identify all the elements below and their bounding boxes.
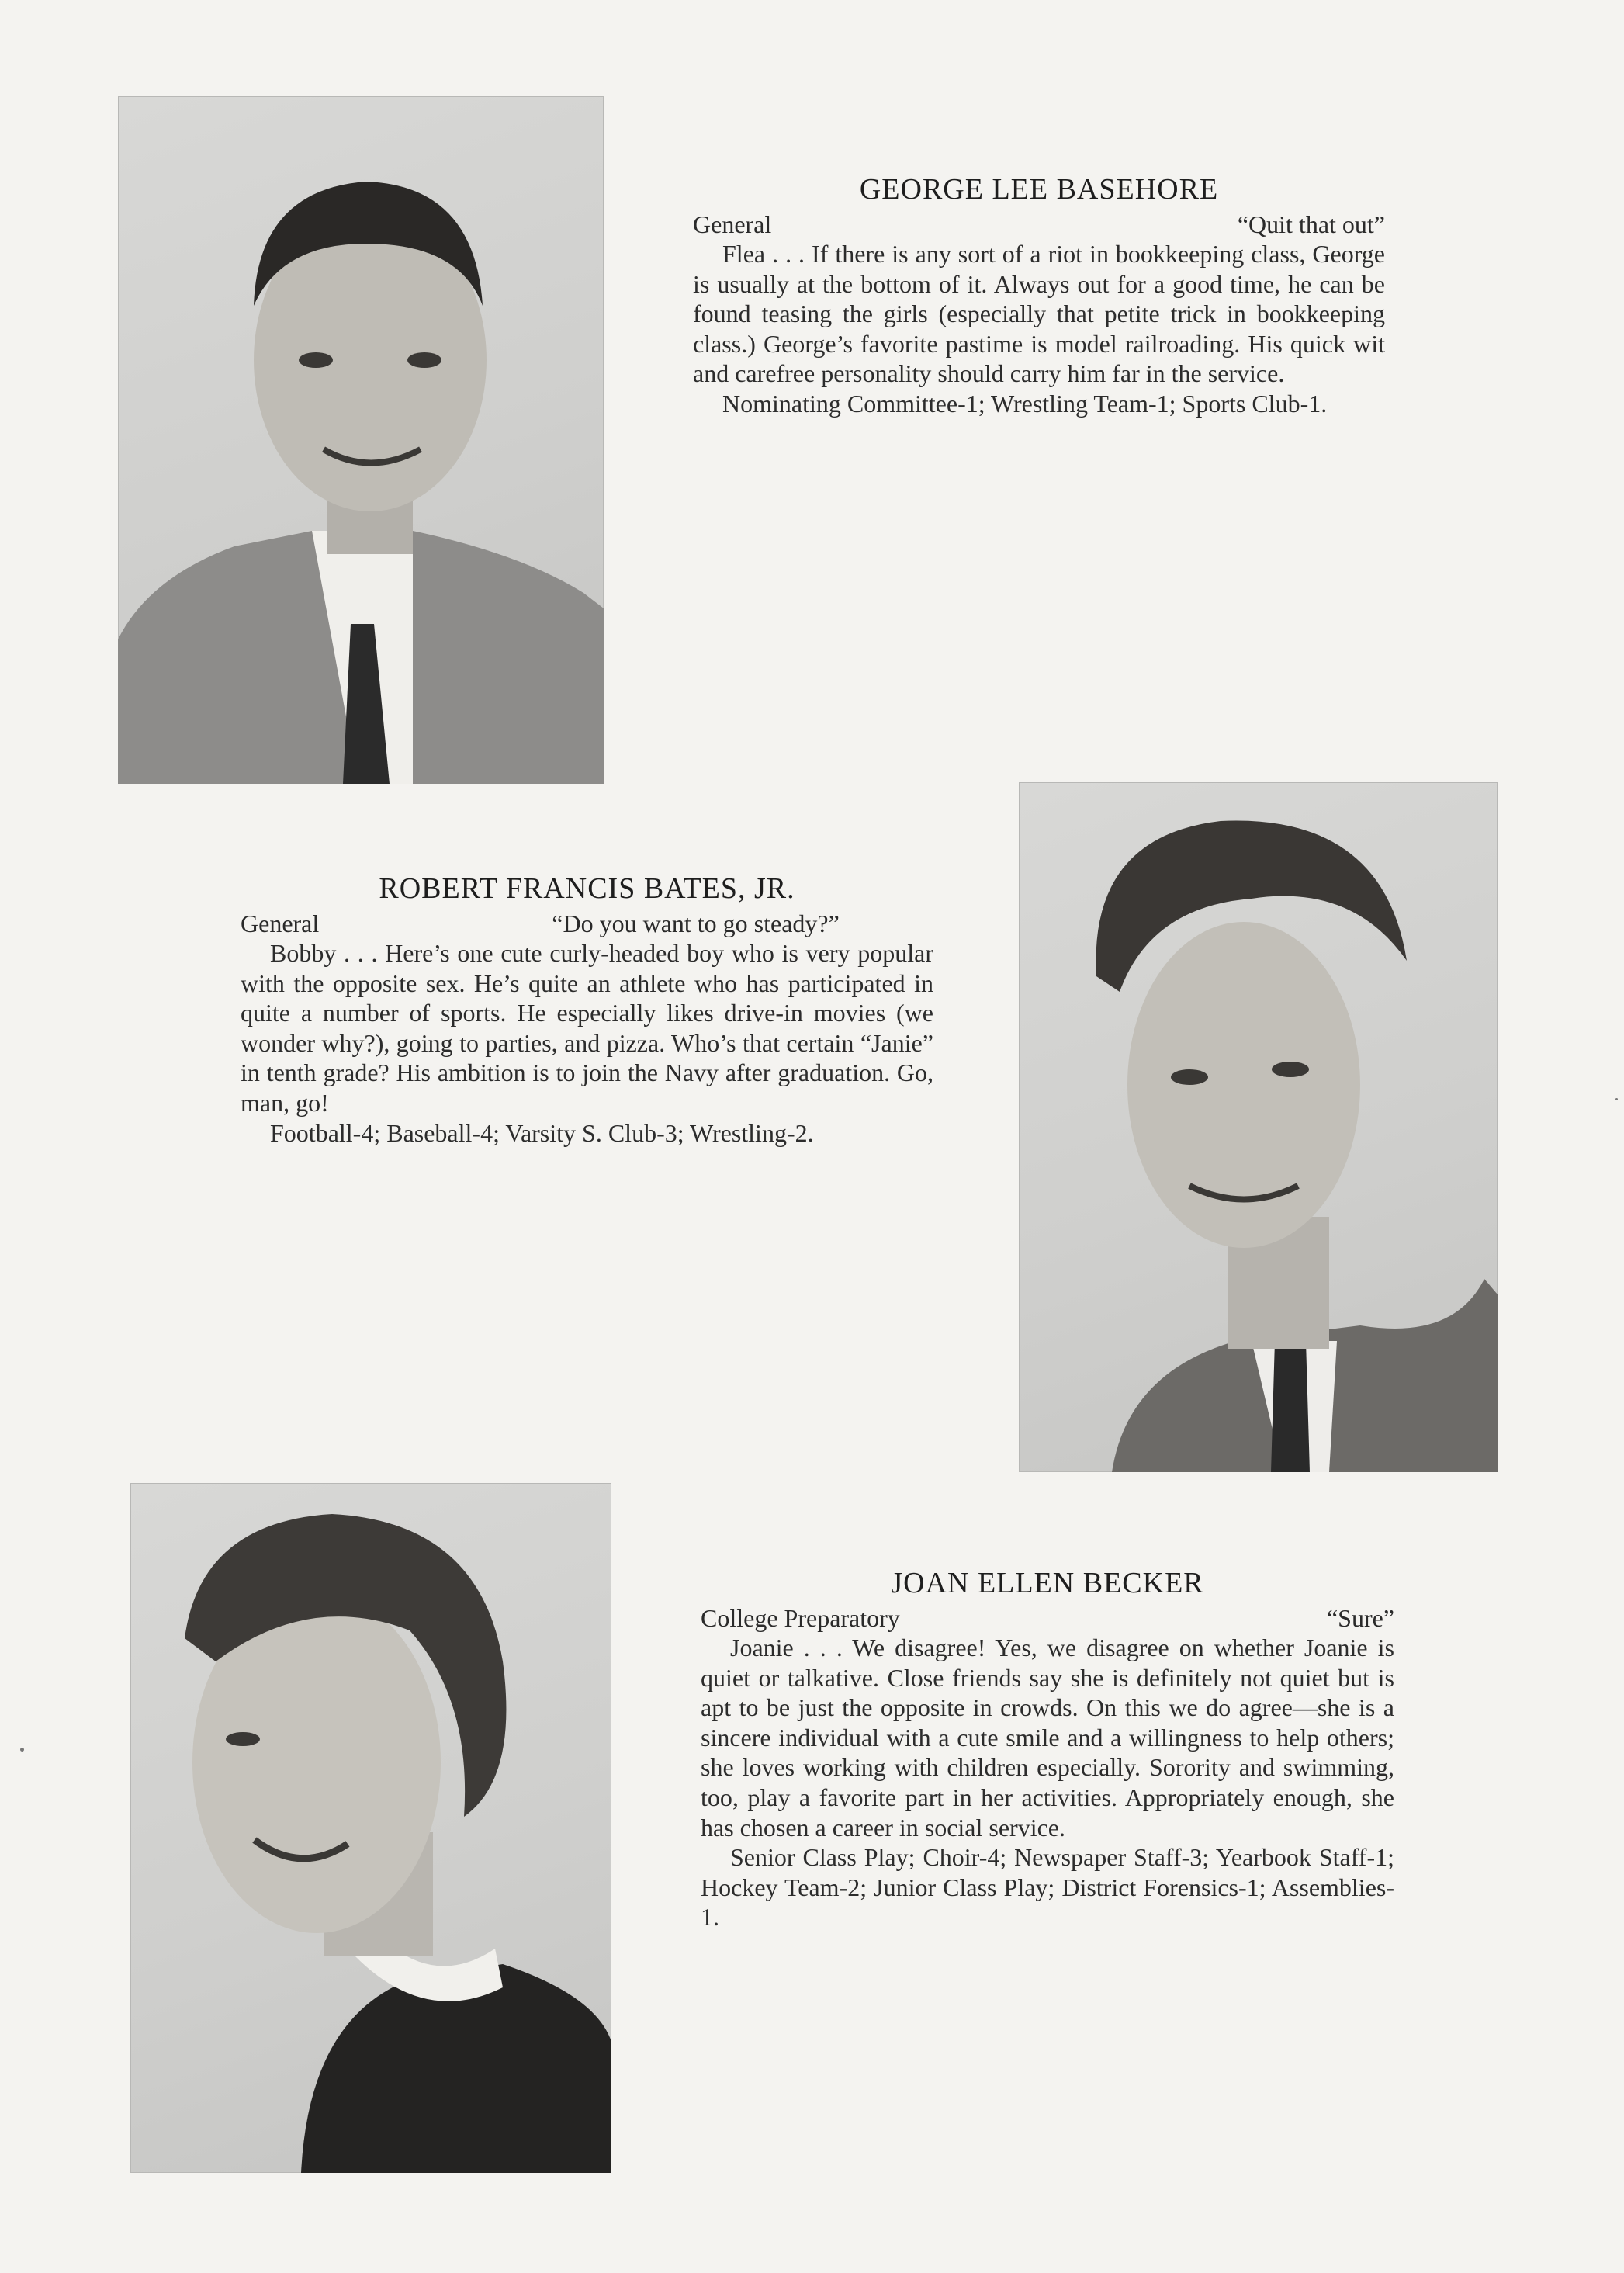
course-quote-row — [701, 1603, 1394, 1633]
course-label: College Preparatory — [701, 1604, 900, 1632]
portrait-george-figure — [118, 96, 604, 784]
student-activities: Senior Class Play; Choir-4; Newspaper Staff-3; Yearbook Staff-1; Hockey Team-2; Junior Class Play; District Forensics-1; Assemblies-1. — [701, 1843, 1394, 1932]
student-quote: “Quit that out” — [1237, 210, 1385, 238]
entry-george — [693, 172, 1385, 419]
student-name: JOAN ELLEN BECKER — [891, 1567, 1204, 1599]
student-name: ROBERT FRANCIS BATES, JR. — [379, 872, 795, 905]
student-quote: “Sure” — [1326, 1604, 1394, 1632]
course-label: General — [693, 210, 772, 238]
portrait-photo-joan — [130, 1483, 611, 2173]
student-activities: Football-4; Baseball-4; Varsity S. Club-3; Wrestling-2. — [270, 1118, 814, 1147]
student-activities: Nominating Committee-1; Wrestling Team-1; Sports Club-1. — [722, 389, 1328, 418]
student-quote: “Do you want to go steady?” — [552, 910, 840, 937]
student-bio: Flea . . . If there is any sort of a riot in bookkeeping class, George is usually at the bottom of it. Always out for a good time, he can be found teasing the girls (especially that petite trick in bookkeeping class.) George’s favorite pastime is model railroading. His quick wit and carefree personality should carry him far in the service. — [693, 240, 1385, 388]
portrait-joan-figure — [130, 1483, 611, 2173]
student-bio: Joanie . . . We disagree! Yes, we disagree on whether Joanie is quiet or talkative. Close friends say she is definitely not quiet but is apt to be just the opposite in crowds. On this we do agree—she is a sincere individual with a cute smile and a willingness to help others; she loves working with children especially. Sorority and swimming, too, play a favorite part in her activities. Appropriately enough, she has chosen a career in social service. — [701, 1634, 1394, 1842]
entry-joan — [701, 1566, 1394, 1932]
entry-robert — [241, 871, 933, 1148]
student-bio: Bobby . . . Here’s one cute curly-headed boy who is very popular with the opposite sex. He’s quite an athlete who has participated in quite a number of sports. He especially likes drive-in movies (we wonder why?), going to parties, and pizza. Who’s that certain “Janie” in tenth grade? His ambition is to join the Navy after graduation. Go, man, go! — [241, 939, 933, 1117]
portrait-photo-george — [118, 96, 604, 784]
paper-speck — [1615, 1098, 1618, 1100]
course-quote-row — [241, 909, 933, 938]
student-name: GEORGE LEE BASEHORE — [859, 173, 1219, 206]
portrait-photo-robert — [1019, 782, 1498, 1472]
course-quote-row — [693, 210, 1385, 239]
paper-speck — [20, 1748, 24, 1752]
course-label: General — [241, 910, 320, 937]
portrait-robert-figure — [1019, 782, 1498, 1472]
